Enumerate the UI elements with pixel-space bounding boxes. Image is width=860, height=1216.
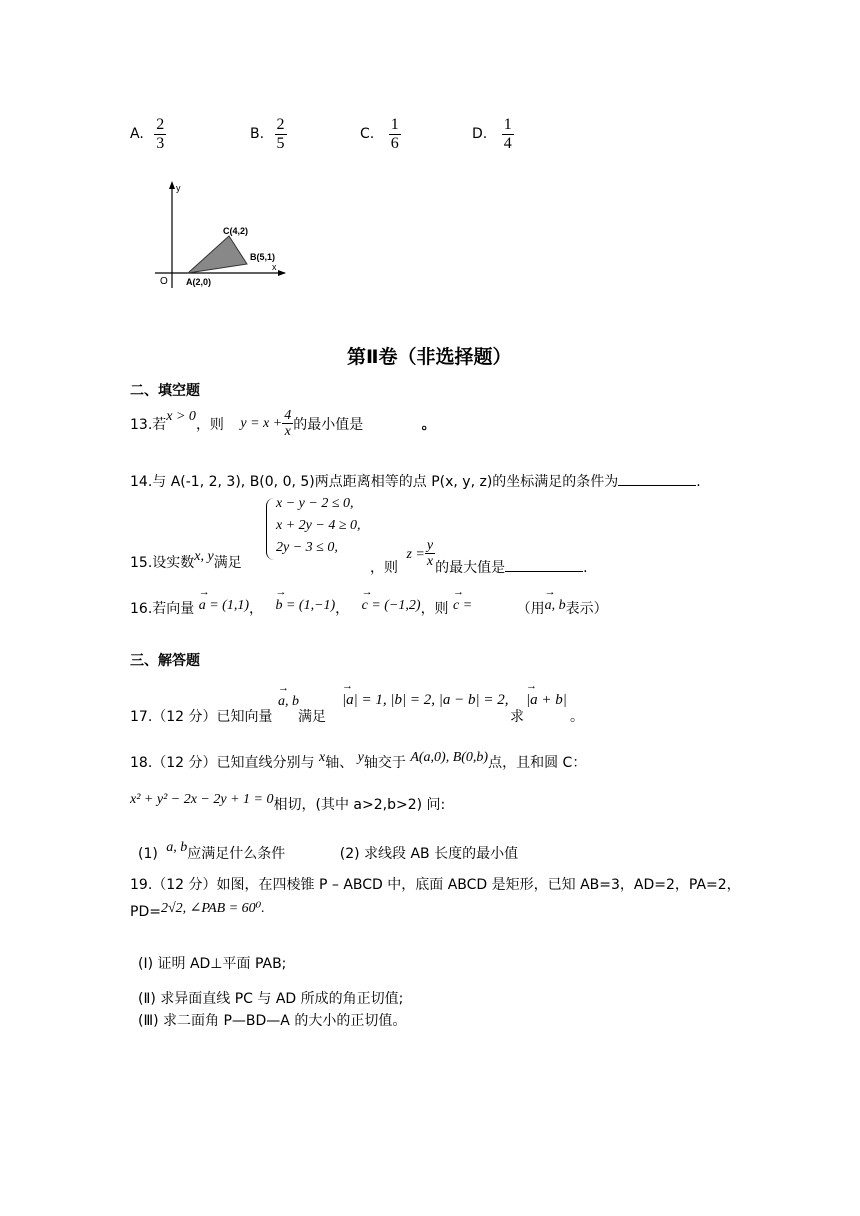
choice-fraction: $\frac{2}{3}$ bbox=[156, 116, 165, 152]
q18-circle-intro: 点，且和圆 C： bbox=[488, 755, 587, 771]
q13-function: y = x + bbox=[240, 415, 283, 431]
choice-fraction: $\frac{1}{4}$ bbox=[503, 116, 512, 152]
q15-prefix: 15.设实数 bbox=[130, 555, 195, 571]
question-19-part-3: (Ⅲ) 求二面角 P—BD—A 的大小的正切值。 bbox=[138, 1013, 407, 1029]
q15-constraint-brace bbox=[266, 498, 275, 560]
q13-condition: x > 0 bbox=[166, 408, 196, 424]
choice-c bbox=[360, 116, 401, 152]
question-19-part-1: (Ⅰ) 证明 AD⊥平面 PAB; bbox=[138, 956, 287, 972]
q19-pd-value: 2√2, ∠PAB = 60⁰. bbox=[160, 901, 265, 916]
q16-basis: → a, b bbox=[545, 598, 566, 613]
q13-suffix: 的最小值是 bbox=[293, 416, 364, 433]
q15-objective: z = bbox=[406, 546, 425, 562]
q18-part1-label: (1) bbox=[138, 846, 158, 862]
q18-part2-text: (2) 求线段 AB 长度的最小值 bbox=[339, 846, 519, 862]
choice-letter: B. bbox=[250, 126, 265, 143]
origin-label: O bbox=[160, 276, 168, 287]
q16-question: → c = bbox=[453, 598, 472, 613]
q17-mid: 满足 bbox=[298, 709, 326, 725]
q16-then: ，则 bbox=[420, 601, 449, 617]
q15-mid: 满足 bbox=[213, 555, 242, 571]
y-axis-label: y bbox=[176, 183, 181, 193]
part-title: 第Ⅱ卷（非选择题） bbox=[347, 346, 512, 368]
q13-end: 。 bbox=[421, 416, 436, 433]
q18-text: 18.（12 分）已知直线分别与 bbox=[130, 755, 315, 771]
answer-blank[interactable] bbox=[618, 485, 696, 486]
choice-fraction: $\frac{2}{5}$ bbox=[276, 116, 285, 152]
q14-end: . bbox=[696, 474, 701, 490]
question-17 bbox=[130, 680, 730, 724]
point-a-label: A(2,0) bbox=[186, 277, 212, 287]
q18-y: y bbox=[357, 750, 364, 765]
q17-ask: 求 bbox=[510, 709, 524, 725]
q18-part1-vars: a, b bbox=[166, 840, 188, 855]
choice-letter: A. bbox=[130, 126, 144, 143]
question-19-line-2 bbox=[130, 901, 265, 921]
q13-prefix: 13.若 bbox=[130, 416, 167, 433]
q18-condition: 相切，(其中 a>2,b>2) 问: bbox=[273, 797, 446, 813]
choice-fraction: $\frac{1}{6}$ bbox=[390, 116, 399, 152]
q15-suffix: 的最大值是 bbox=[435, 559, 506, 576]
coordinate-figure bbox=[150, 178, 300, 293]
q16-separator: ， bbox=[249, 601, 263, 617]
q15-tail bbox=[370, 528, 588, 576]
question-14 bbox=[130, 471, 701, 491]
q17-end: 。 bbox=[570, 709, 584, 725]
q15-prefix-line bbox=[130, 549, 242, 572]
triangle-region bbox=[188, 236, 247, 273]
q14-text: 14.与 A(-1, 2, 3), B(0, 0, 5)两点距离相等的点 P(x, y, z)的坐标满足的条件为 bbox=[130, 474, 619, 490]
q15-constraint-3: 2y − 3 ≤ 0, bbox=[276, 540, 338, 555]
q16-separator: ， bbox=[335, 601, 350, 617]
question-18-parts bbox=[138, 840, 519, 863]
choice-d bbox=[472, 116, 514, 152]
choice-b bbox=[250, 116, 287, 152]
q18-x: x bbox=[318, 750, 326, 765]
answer-blank[interactable] bbox=[505, 571, 583, 572]
choice-a bbox=[130, 116, 166, 152]
q17-prefix: 17.（12 分）已知向量 bbox=[130, 709, 273, 725]
question-18-line-2 bbox=[130, 794, 445, 814]
q18-circle: x² + y² − 2x − 2y + 1 = 0 bbox=[130, 792, 274, 807]
q16-vector-c: → c = (−1,2) bbox=[362, 598, 421, 613]
q18-part1-text: 应满足什么条件 bbox=[187, 846, 286, 862]
q18-points: A(a,0), B(0,b) bbox=[410, 750, 489, 765]
question-13 bbox=[130, 408, 436, 440]
question-19: 19.（12 分）如图，在四棱锥 P – ABCD 中，底面 ABCD 是矩形，已知 AB=3，AD=2，PA=2， bbox=[130, 877, 741, 893]
q13-fraction: $\frac{4}{x}$ bbox=[284, 408, 292, 440]
y-arrow bbox=[169, 181, 175, 189]
q15-fraction: $\frac{y}{x}$ bbox=[426, 538, 434, 570]
q17-vectors: → a, b bbox=[278, 694, 299, 710]
q15-vars: x, y bbox=[194, 549, 214, 564]
q18-axis2: 轴交于 bbox=[363, 755, 406, 771]
q16-use-prefix: （用 bbox=[516, 601, 545, 617]
q15-constraint-1: x − y − 2 ≤ 0, bbox=[276, 496, 354, 511]
q18-axis1: 轴、 bbox=[325, 755, 354, 771]
q13-mid: ，则 bbox=[195, 416, 224, 433]
question-19-part-2: (Ⅱ) 求异面直线 PC 与 AD 所成的角正切值; bbox=[138, 991, 404, 1007]
q16-vector-b: → b = (1,−1) bbox=[275, 598, 335, 613]
q16-prefix: 16.若向量 bbox=[130, 601, 195, 617]
point-b-label: B(5,1) bbox=[250, 252, 276, 262]
choice-letter: C. bbox=[360, 126, 375, 143]
q15-end: . bbox=[583, 559, 588, 576]
q15-then: ，则 bbox=[370, 559, 398, 576]
point-c-label: C(4,2) bbox=[223, 226, 249, 236]
x-axis-label: x bbox=[272, 262, 277, 272]
q15-constraint-2: x + 2y − 4 ≥ 0, bbox=[276, 518, 361, 533]
section-heading: 三、解答题 bbox=[130, 653, 200, 669]
q16-use-suffix: 表示） bbox=[565, 601, 608, 617]
x-arrow bbox=[278, 270, 286, 276]
section-heading: 二、填空题 bbox=[130, 383, 200, 399]
question-18 bbox=[130, 752, 730, 772]
q17-conditions: → |a| = 1, |b| = 2, |a − b| = 2, bbox=[342, 692, 508, 709]
q19-pd-label: PD= bbox=[130, 904, 161, 920]
q16-vector-a: → a = (1,1) bbox=[199, 598, 249, 613]
question-16 bbox=[130, 598, 608, 618]
q17-target: → |a + b| bbox=[526, 692, 567, 709]
choice-letter: D. bbox=[472, 126, 488, 143]
